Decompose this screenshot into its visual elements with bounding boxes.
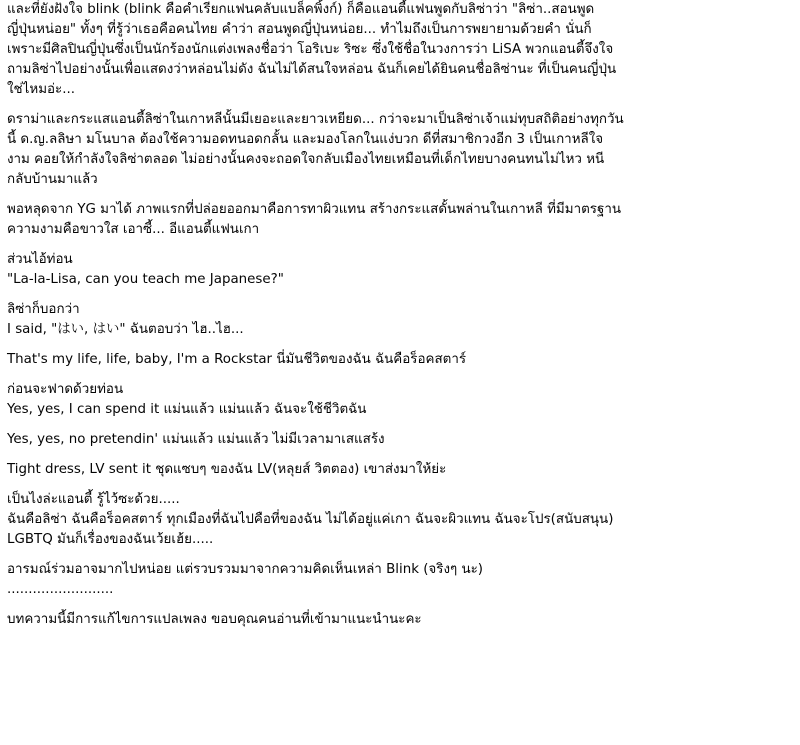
text-line: ฉันคือลิซ่า ฉันคือร็อคสตาร์ ทุกเมืองที่ฉันไปคือที่ของฉัน ไม่ได้อยู่แค่เกา ฉันจะผิวแทน ฉันจะโปร(สนับสนุน) bbox=[7, 512, 614, 527]
text-line: พอหลุดจาก YG มาได้ ภาพแรกที่ปล่อยออกมาคือการทาผิวแทน สร้างกระแสดั้นพล่านในเกาหลี ที่มีมาตรฐาน bbox=[7, 202, 622, 217]
lyric-line: Yes, yes, no pretendin' แม่นแล้ว แม่นแล้ว ไม่มีเวลามาเสแสร้ง bbox=[7, 432, 385, 447]
lyric-line: That's my life, life, baby, I'm a Rockstar นี่มันชีวิตของฉัน ฉันคือร็อคสตาร์ bbox=[7, 352, 467, 367]
lyric-line: "La-la-Lisa, can you teach me Japanese?" bbox=[7, 272, 284, 287]
paragraph-lv-sent-it bbox=[7, 460, 797, 480]
paragraph-after-yg bbox=[7, 200, 797, 240]
text-line: ถามลิซ่าไปอย่างนั้นเพื่อแสดงว่าหล่อนไม่ดัง ฉันไม่ได้สนใจหล่อน ฉันก็เคยได้ยินคนชื่อลิซ่านะ ที่เป็นคนญี่ปุ่น bbox=[7, 62, 617, 77]
text-line: ญี่ปุ่นหน่อย" ทั้งๆ ที่รู้ว่าเธอคือคนไทย คำว่า สอนพูดญี่ปุ่นหน่อย... ทำไมถึงเป็นการพยายามด้วยคำ นั่นก็ bbox=[7, 22, 592, 37]
text-line: และที่ยังฝังใจ blink (blink คือคำเรียกแฟนคลับแบล็คพิ้งก์) ก็คือแอนตี้แฟนพูดกับลิซ่าว่า "ลิซ่า..สอนพูด bbox=[7, 2, 595, 17]
paragraph-spend-it bbox=[7, 380, 797, 420]
text-line: เพราะมีศิลปินญี่ปุ่นซึ่งเป็นนักร้องนักแต่งเพลงชื่อว่า โอริเบะ ริซะ ซึ่งใช้ชื่อในวงการว่า LiSA พวกแอนตี้จึงใจ bbox=[7, 42, 614, 57]
text-line: บทความนี้มีการแก้ไขการแปลเพลง ขอบคุณคนอ่านที่เข้ามาแนะนำนะคะ bbox=[7, 612, 422, 627]
post-body bbox=[7, 0, 797, 640]
text-line: นี้ ด.ญ.ลลิษา มโนบาล ต้องใช้ความอดทนอดกลั้น และมองโลกในแง่บวก ดีที่สมาชิกวงอีก 3 เป็นเกาหลีใจ bbox=[7, 132, 604, 147]
paragraph-anti-know bbox=[7, 490, 797, 550]
text-line: ใช่ไหมอ่ะ... bbox=[7, 82, 76, 97]
text-line: ดราม่าและกระแสแอนตี้ลิซ่าในเกาหลีนั้นมีเยอะและยาวเหยียด... กว่าจะมาเป็นลิซ่าเจ้าแม่ทุบสถิติอย่างทุกวัน bbox=[7, 112, 624, 127]
paragraph-no-pretendin bbox=[7, 430, 797, 450]
text-line: ก่อนจะฟาดด้วยท่อน bbox=[7, 382, 124, 397]
text-line: เป็นไงล่ะแอนตี้ รู้ไว้ซะด้วย..... bbox=[7, 492, 180, 507]
lyric-line: Yes, yes, I can spend it แม่นแล้ว แม่นแล้ว ฉันจะใช้ชีวิตฉัน bbox=[7, 402, 367, 417]
paragraph-drama-korea bbox=[7, 110, 797, 190]
paragraph-emotion bbox=[7, 560, 797, 600]
paragraph-edit-note bbox=[7, 610, 797, 630]
paragraph-lyric-japanese bbox=[7, 250, 797, 290]
lyric-line: Tight dress, LV sent it ชุดแซบๆ ของฉัน LV(หลุยส์ วิตตอง) เขาส่งมาให้ย่ะ bbox=[7, 462, 447, 477]
text-line: กลับบ้านมาแล้ว bbox=[7, 172, 98, 187]
dotted-separator: ......................... bbox=[7, 582, 114, 597]
text-line: LGBTQ มันก็เรื่องของฉันเว้ยเฮ้ย..... bbox=[7, 532, 214, 547]
text-line: อารมณ์ร่วมอาจมากไปหน่อย แต่รวบรวมมาจากความคิดเห็นเหล่า Blink (จริงๆ นะ) bbox=[7, 562, 484, 577]
paragraph-blink-japanese bbox=[7, 0, 797, 100]
paragraph-rockstar bbox=[7, 350, 797, 370]
paragraph-lisa-said bbox=[7, 300, 797, 340]
text-line: ส่วนไอ้ท่อน bbox=[7, 252, 73, 267]
lyric-line: I said, "はい, はい" ฉันตอบว่า ไฮ..ไฮ... bbox=[7, 322, 244, 337]
text-line: ลิซ่าก็บอกว่า bbox=[7, 302, 80, 317]
text-line: ความงามคือขาวใส เอาซี้... อีแอนตี้แฟนเกา bbox=[7, 222, 260, 237]
text-line: งาม คอยให้กำลังใจลิซ่าตลอด ไม่อย่างนั้นคงจะถอดใจกลับเมืองไทยเหมือนที่เด็กไทยบางคนทนไม่ไหว หนี bbox=[7, 152, 605, 167]
